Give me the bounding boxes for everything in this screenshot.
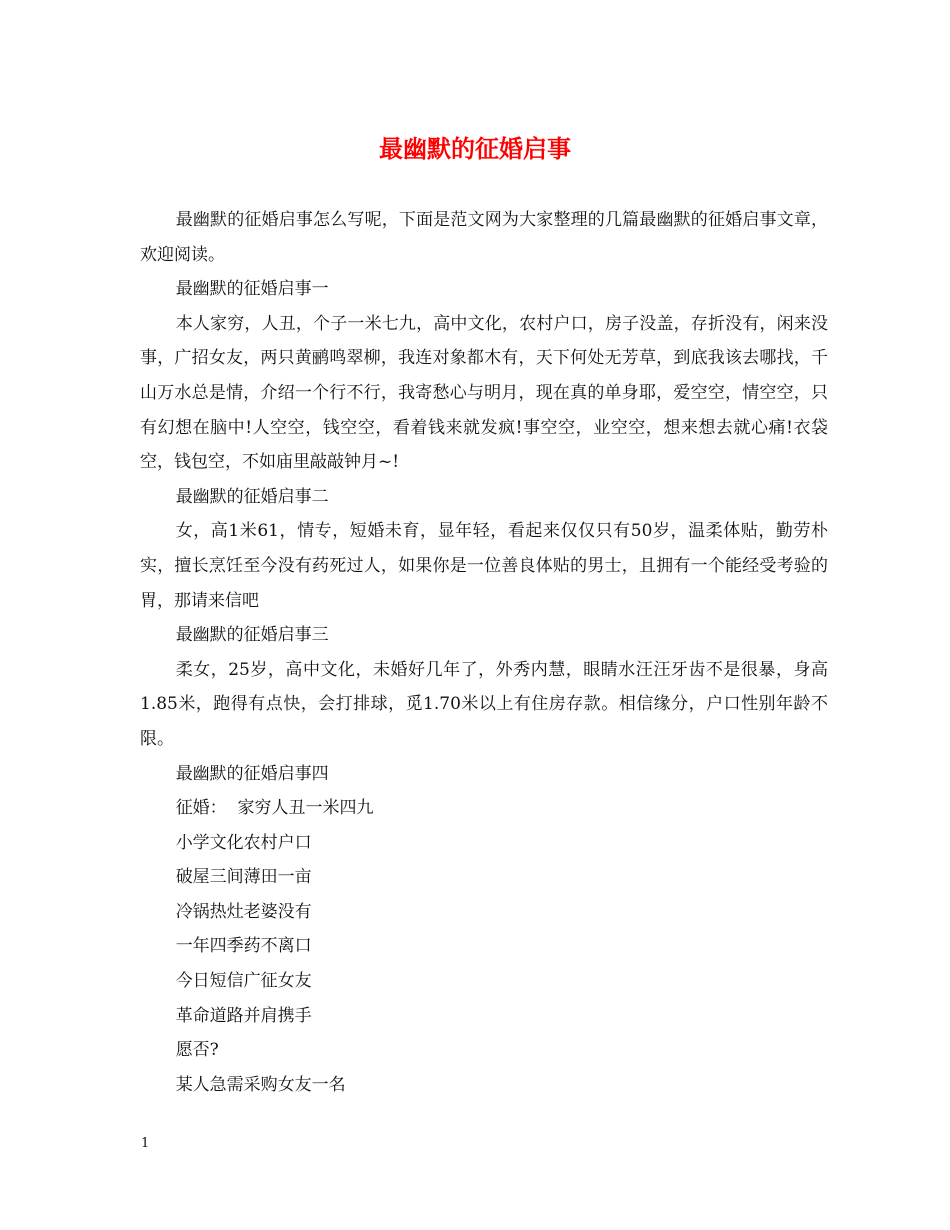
poem-line: 小学文化农村户口 <box>175 832 312 853</box>
poem-line: 某人急需采购女友一名 <box>175 1074 346 1095</box>
section-heading-1: 最幽默的征婚启事一 <box>175 279 329 300</box>
section-paragraph-2: 女，高1米61，情专，短婚未育，显年轻，看起来仅仅只有50岁，温柔体贴，勤劳朴实，擅长烹饪至今没有药死过人，如果你是一位善良体贴的男士，且拥有一个能经受考验的胃，那请来信吧 <box>140 521 828 611</box>
intro-paragraph: 最幽默的征婚启事怎么写呢，下面是范文网为大家整理的几篇最幽默的征婚启事文章，欢迎阅读。 <box>140 210 828 265</box>
poem-line: 破屋三间薄田一亩 <box>175 867 312 888</box>
poem-line: 冷锅热灶老婆没有 <box>175 901 312 922</box>
section-heading-3: 最幽默的征婚启事三 <box>175 625 329 646</box>
poem-line: 愿否? <box>175 1040 219 1061</box>
section-heading-2: 最幽默的征婚启事二 <box>175 486 329 507</box>
section-paragraph-3: 柔女，25岁，高中文化，未婚好几年了，外秀内慧，眼睛水汪汪牙齿不是很暴，身高1.85米，跑得有点快，会打排球，觅1.70米以上有住房存款。相信缘分，户口性别年龄不限。 <box>140 659 828 749</box>
section-heading-4: 最幽默的征婚启事四 <box>175 763 329 784</box>
document-title: 最幽默的征婚启事 <box>379 134 571 163</box>
poem-line: 一年四季药不离口 <box>175 936 312 957</box>
poem-line: 征婚： 家穷人丑一米四九 <box>175 798 374 819</box>
section-paragraph-1: 本人家穷，人丑，个子一米七九，高中文化，农村户口，房子没盖，存折没有，闲来没事，广招女友，两只黄鹂鸣翠柳，我连对象都木有，天下何处无芳草，到底我该去哪找，千山万水总是情，介绍一个行不行，我寄愁心与明月，现在真的单身耶，爱空空，情空空，只有幻想在脑中!人空空，钱空空，看着钱来就发疯!事空空，业空空，想来想去就心痛!衣袋空，钱包空，不如庙里敲敲钟月~! <box>140 313 828 473</box>
poem-line: 今日短信广征女友 <box>175 971 312 992</box>
document-body <box>140 203 828 1102</box>
poem-line: 革命道路并肩携手 <box>175 1005 312 1026</box>
page-number: 1 <box>141 1136 150 1151</box>
